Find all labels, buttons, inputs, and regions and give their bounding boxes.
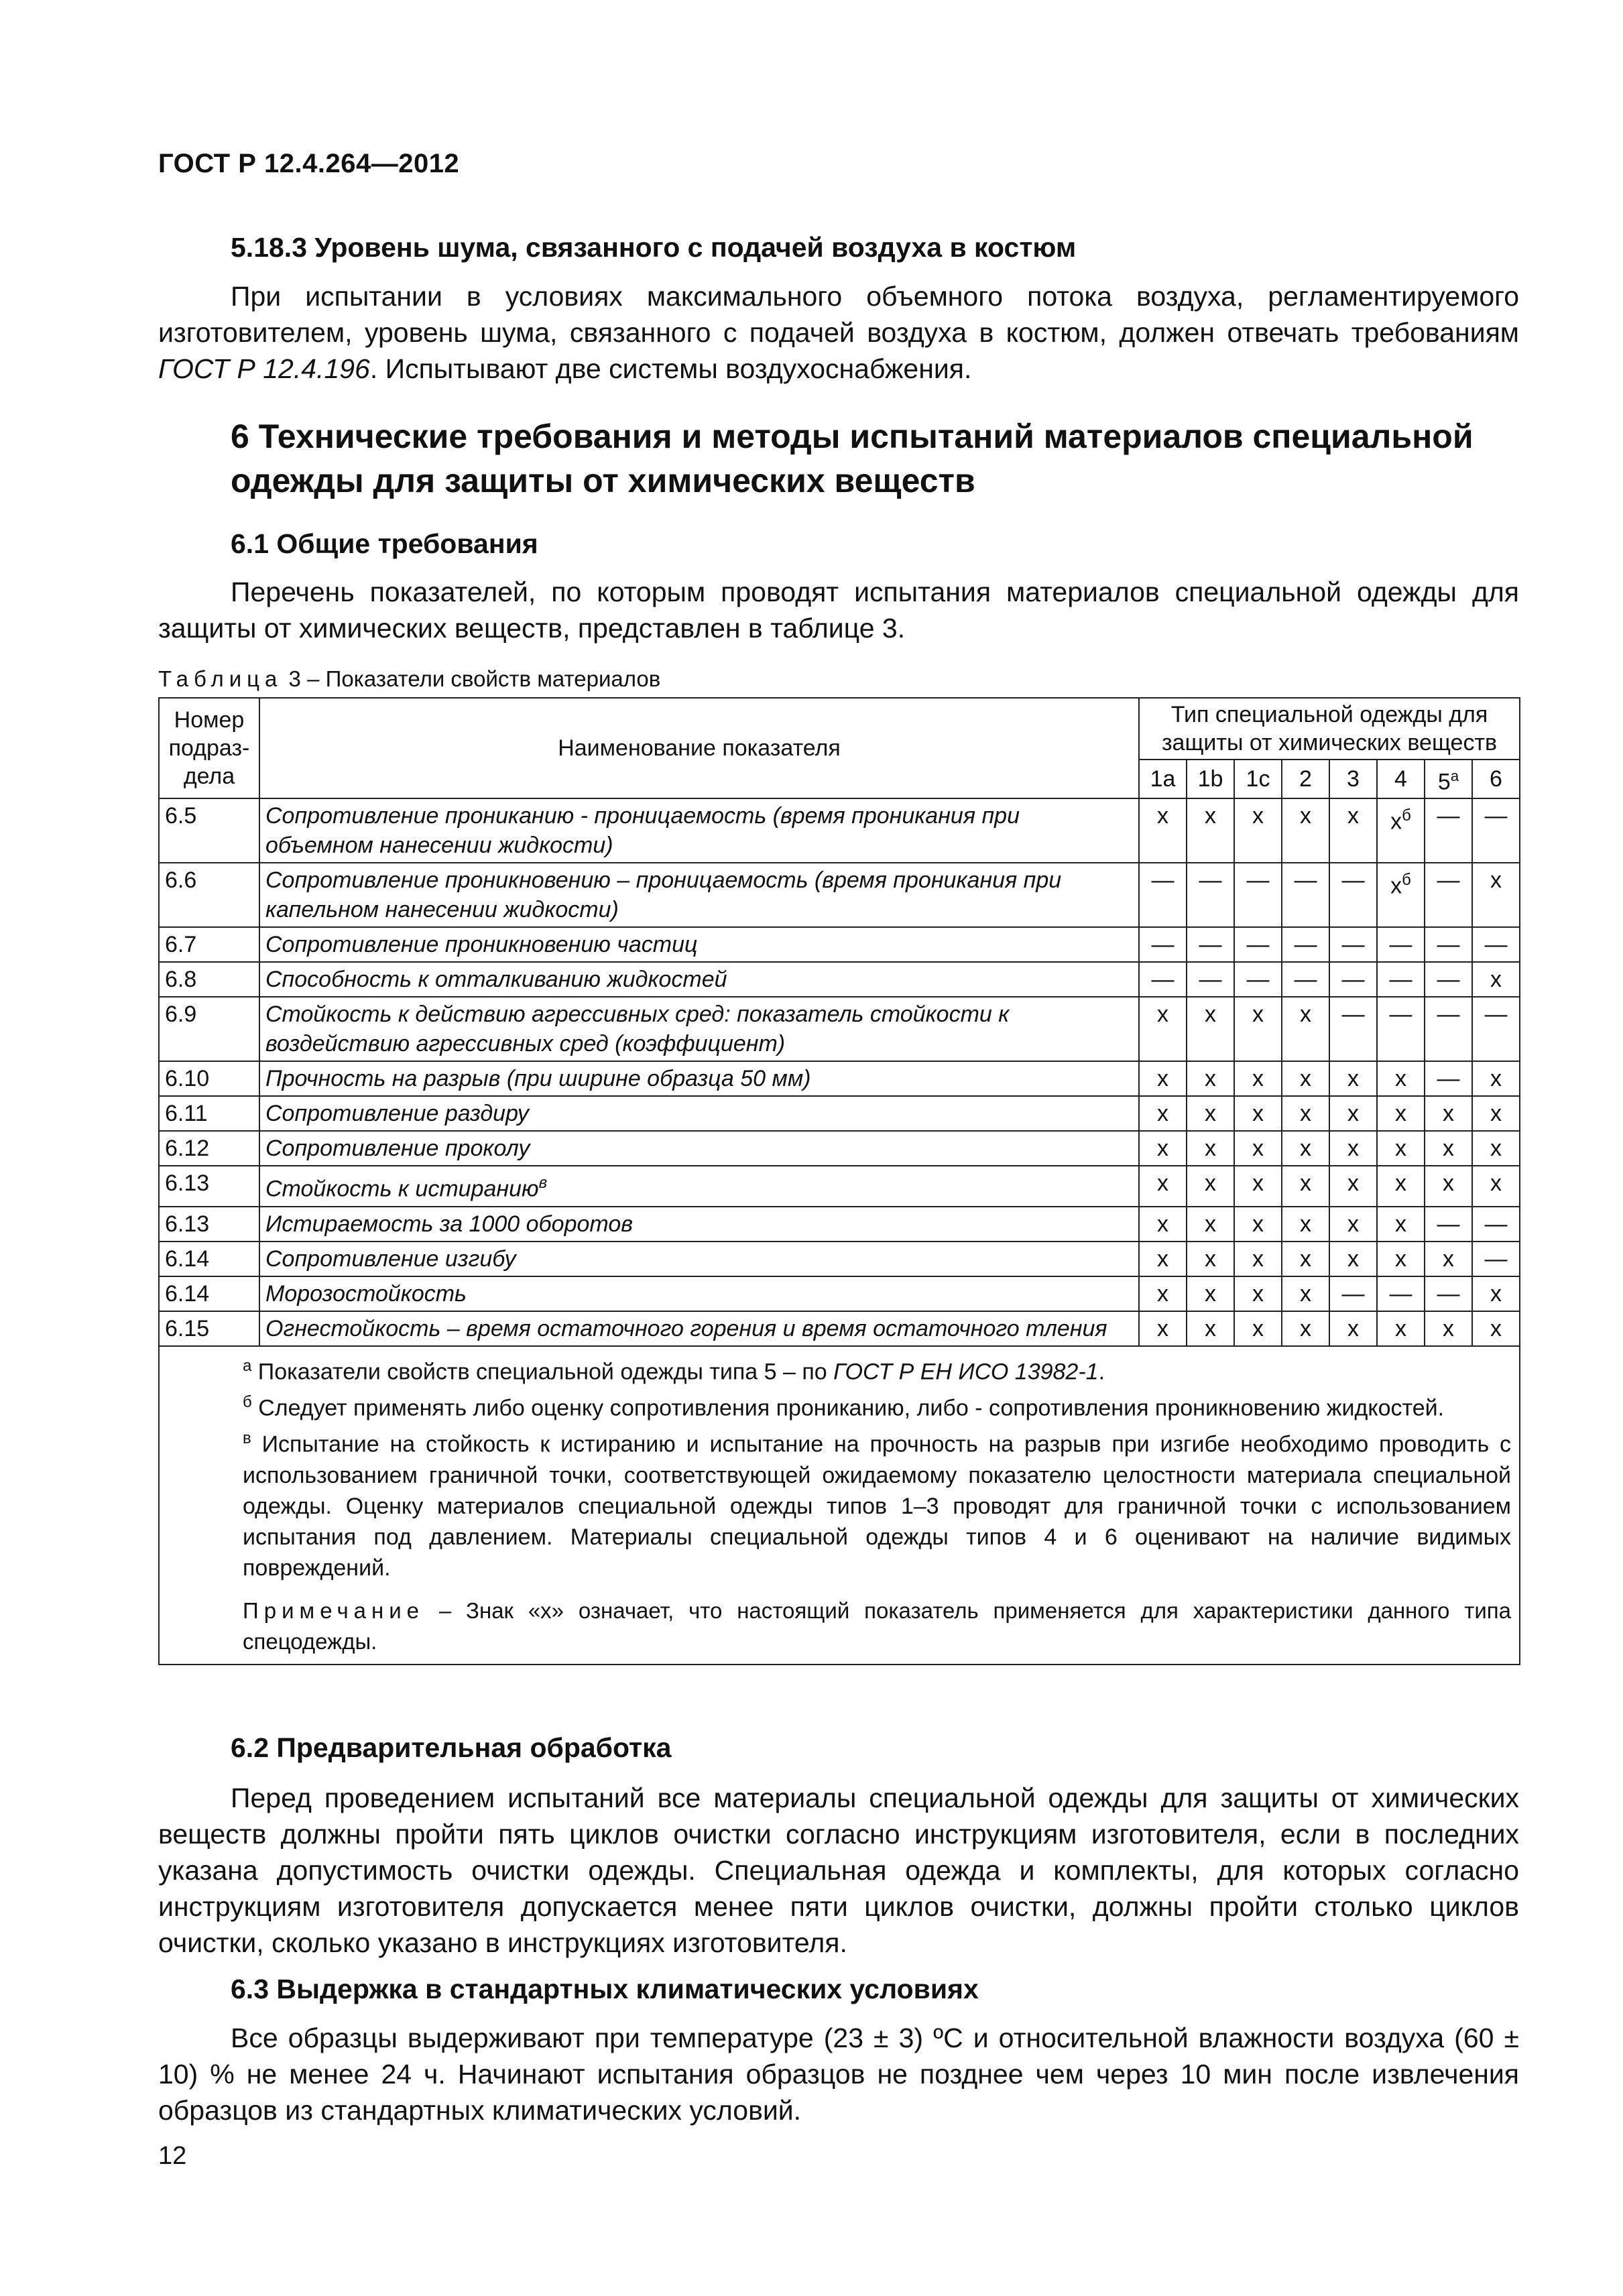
type-mark: x [1139,1166,1187,1206]
row-number: 6.13 [159,1207,259,1242]
type-mark: — [1187,962,1234,997]
type-mark: — [1329,1276,1377,1311]
type-mark: x [1377,1242,1425,1276]
type-mark: x [1425,1131,1472,1166]
indicator-name: Стойкость к истиранию$^в$ [259,1166,1139,1206]
type-mark: x [1425,1096,1472,1131]
type-mark: x [1139,997,1187,1061]
type-mark: x [1139,1311,1187,1346]
table-footnotes [159,1346,1520,1665]
type-mark: x [1282,1131,1329,1166]
type-mark: — [1425,1061,1472,1096]
type-mark: x [1377,1061,1425,1096]
table-row [159,1166,1520,1206]
type-mark: x [1472,863,1520,927]
indicator-name: Сопротивление проникновению – проницаемость (время проникания при капельном нанесении жидкости) [259,863,1139,927]
type-mark: x [1425,1311,1472,1346]
type-mark: x [1139,1276,1187,1311]
section-6-3-title: 6.3 Выдержка в стандартных климатических условиях [231,1974,979,2004]
type-header-1a: 1a [1139,760,1187,798]
type-mark: — [1329,997,1377,1061]
type-mark: — [1425,962,1472,997]
indicator-name: Сопротивление изгибу [259,1242,1139,1276]
row-number: 6.11 [159,1096,259,1131]
row-number: 6.9 [159,997,259,1061]
section-6-3-text: Все образцы выдерживают при температуре (23 ± 3) ºС и относительной влажности воздуха (60 ± 10) % не менее 24 ч. Начинают испытания образцов не позднее чем через 10 мин после извлечения образцов из стандартных климатических условий. [158,2022,1519,2126]
row-number: 6.8 [159,962,259,997]
table-row [159,1131,1520,1166]
type-mark: — [1472,927,1520,962]
type-mark: x [1472,1096,1520,1131]
type-mark: x [1282,1311,1329,1346]
gost-reference: ГОСТ Р 12.4.196 [158,353,370,384]
type-mark: — [1234,927,1282,962]
table-row [159,997,1520,1061]
type-mark: x [1329,1242,1377,1276]
indicators-table [158,697,1520,1665]
indicator-name: Морозостойкость [259,1276,1139,1311]
type-mark: x [1329,1207,1377,1242]
row-number: 6.14 [159,1242,259,1276]
type-mark: x [1234,1166,1282,1206]
table-row [159,1276,1520,1311]
table-row [159,1311,1520,1346]
type-mark: x [1187,997,1234,1061]
indicator-name: Стойкость к действию агрессивных сред: показатель стойкости к воздействию агрессивных сред (коэффициент) [259,997,1139,1061]
type-header-6: 6 [1472,760,1520,798]
type-mark: x [1187,1276,1234,1311]
type-mark: — [1472,1242,1520,1276]
type-mark: — [1139,863,1187,927]
type-mark: x [1282,1061,1329,1096]
type-mark: x [1234,997,1282,1061]
type-mark: x [1234,1276,1282,1311]
type-mark: x [1425,1166,1472,1206]
row-number: 6.12 [159,1131,259,1166]
type-mark: — [1472,1207,1520,1242]
section-6-title: 6 Технические требования и методы испытаний материалов специальной одежды для защиты от химических веществ [231,418,1474,499]
type-mark: x [1425,1242,1472,1276]
type-mark: x [1282,798,1329,863]
type-mark: x [1139,1131,1187,1166]
page-number: 12 [158,2142,187,2170]
table-row [159,1096,1520,1131]
type-mark: x [1139,1061,1187,1096]
type-mark: $x^б$ [1377,863,1425,927]
type-mark: x [1139,1096,1187,1131]
footnote-a: $^а$ Показатели свойств специальной одежды типа 5 – по ГОСТ Р ЕН ИСО 13982-1. [243,1356,1105,1384]
indicator-name: Сопротивление проколу [259,1131,1139,1166]
type-mark: x [1187,1311,1234,1346]
type-mark: x [1187,1131,1234,1166]
table-row [159,1061,1520,1096]
type-mark: x [1282,1166,1329,1206]
type-mark: — [1282,962,1329,997]
type-mark: x [1282,1096,1329,1131]
type-mark: x [1377,1131,1425,1166]
type-mark: x [1329,1061,1377,1096]
indicator-name: Способность к отталкиванию жидкостей [259,962,1139,997]
type-mark: x [1377,1096,1425,1131]
row-number: 6.6 [159,863,259,927]
indicator-name: Прочность на разрыв (при ширине образца 50 мм) [259,1061,1139,1096]
type-mark: — [1425,1276,1472,1311]
type-mark: x [1187,1207,1234,1242]
type-mark: — [1234,962,1282,997]
type-mark: x [1282,1207,1329,1242]
section-6-2-text: Перед проведением испытаний все материалы специальной одежды для защиты от химических веществ должны пройти пять циклов очистки согласно инструкциям изготовителя, если в последних указана допустимость очистки одежды. Специальная одежда и комплекты, для которых согласно инструкциям изготовителя допускается менее пяти циклов очистки, должны пройти столько циклов очистки, сколько указано в инструкциях изготовителя. [158,1783,1519,1958]
table-row [159,1242,1520,1276]
type-mark: x [1139,1207,1187,1242]
type-mark: — [1377,927,1425,962]
type-header-2: 2 [1282,760,1329,798]
type-mark: x [1234,1207,1282,1242]
type-mark: x [1187,1096,1234,1131]
indicator-name: Огнестойкость – время остаточного горения и время остаточного тления [259,1311,1139,1346]
type-mark: x [1282,997,1329,1061]
type-header-1b: 1b [1187,760,1234,798]
table-note: Примечание – Знак «х» означает, что настоящий показатель применяется для характеристики данного типа спецодежды. [243,1597,1512,1654]
row-number: 6.14 [159,1276,259,1311]
type-mark: — [1425,863,1472,927]
type-mark: — [1187,863,1234,927]
section-5-18-3-text: При испытании в условиях максимального объемного потока воздуха, регламентируемого изготовителем, уровень шума, связанного с подачей воздуха в костюм, должен отвечать требованиям ГОСТ Р 12.4.196. Испытывают две системы воздухоснабжения. [158,281,1519,384]
type-mark: — [1425,798,1472,863]
row-number: 6.7 [159,927,259,962]
table-row [159,927,1520,962]
type-mark: x [1282,1276,1329,1311]
type-mark: x [1234,1061,1282,1096]
row-number: 6.15 [159,1311,259,1346]
type-mark: x [1187,1242,1234,1276]
type-mark: — [1472,798,1520,863]
type-mark: x [1472,1131,1520,1166]
type-mark: — [1472,997,1520,1061]
type-mark: — [1187,927,1234,962]
type-mark: — [1282,927,1329,962]
type-mark: — [1234,863,1282,927]
type-mark: — [1425,997,1472,1061]
type-mark: x [1187,1061,1234,1096]
indicator-name: Сопротивление проникновению частиц [259,927,1139,962]
type-mark: x [1472,1061,1520,1096]
table-row [159,1207,1520,1242]
type-mark: x [1377,1207,1425,1242]
type-mark: — [1425,1207,1472,1242]
table-caption: Таблица 3 – Показатели свойств материалов [158,666,661,691]
indicator-name: Истираемость за 1000 оборотов [259,1207,1139,1242]
type-mark: x [1329,1096,1377,1131]
section-5-18-3-title: 5.18.3 Уровень шума, связанного с подачей воздуха в костюм [231,232,1077,263]
type-mark: $x^б$ [1377,798,1425,863]
type-mark: x [1187,1166,1234,1206]
row-number: 6.10 [159,1061,259,1096]
type-mark: — [1139,927,1187,962]
type-mark: x [1234,1131,1282,1166]
type-mark: x [1234,1096,1282,1131]
type-mark: x [1377,1166,1425,1206]
type-header-5: $5^а$ [1425,760,1472,798]
type-mark: x [1234,1242,1282,1276]
type-mark: x [1234,1311,1282,1346]
type-mark: x [1472,962,1520,997]
type-mark: x [1282,1242,1329,1276]
type-header-4: 4 [1377,760,1425,798]
table-row [159,798,1520,863]
type-mark: x [1139,1242,1187,1276]
section-6-1-text: Перечень показателей, по которым проводят испытания материалов специальной одежды для защиты от химических веществ, представлен в таблице 3. [158,577,1519,644]
type-mark: x [1472,1311,1520,1346]
type-mark: — [1139,962,1187,997]
type-header-1c: 1c [1234,760,1282,798]
type-mark: — [1425,927,1472,962]
type-mark: — [1329,927,1377,962]
type-mark: x [1187,798,1234,863]
type-mark: x [1234,798,1282,863]
type-mark: — [1329,962,1377,997]
section-6-2-title: 6.2 Предварительная обработка [231,1732,672,1763]
footnote-c: $^в$ Испытание на стойкость к истиранию и испытание на прочность на разрыв при изгибе необходимо проводить с использованием граничной точки, соответствующей ожидаемому показателю целостности материала специальной одежды. Оценку материалов специальной одежды типов 1–3 проводят для граничной точки с использованием испытания под давлением. Материалы специальной одежды типов 4 и 6 оценивают на наличие видимых повреждений. [243,1429,1512,1581]
type-mark: x [1377,1311,1425,1346]
type-header-3: 3 [1329,760,1377,798]
type-mark: — [1282,863,1329,927]
type-mark: x [1472,1166,1520,1206]
type-mark: — [1329,863,1377,927]
type-mark: x [1472,1276,1520,1311]
type-mark: x [1329,798,1377,863]
row-number: 6.5 [159,798,259,863]
type-mark: x [1329,1131,1377,1166]
type-mark: x [1329,1311,1377,1346]
type-mark: — [1377,997,1425,1061]
type-mark: x [1329,1166,1377,1206]
header-clothing-types: Тип специальной одежды для защиты от химических веществ [1139,698,1520,760]
header-indicator-name: Наименование показателя [259,698,1139,798]
indicator-name: Сопротивление прониканию - проницаемость (время проникания при объемном нанесении жидкости) [259,798,1139,863]
header-number: Номер подраз- дела [159,698,259,798]
table-row [159,863,1520,927]
table-body [159,798,1520,1345]
section-6-1-title: 6.1 Общие требования [231,528,538,559]
table-row [159,962,1520,997]
indicator-name: Сопротивление раздиру [259,1096,1139,1131]
document-header: ГОСТ Р 12.4.264—2012 [158,149,460,178]
type-mark: — [1377,1276,1425,1311]
type-mark: x [1139,798,1187,863]
row-number: 6.13 [159,1166,259,1206]
footnote-b: $^б$ Следует применять либо оценку сопротивления проникaнию, либо - сопротивления проникновению жидкостей. [243,1392,1445,1421]
type-mark: — [1377,962,1425,997]
